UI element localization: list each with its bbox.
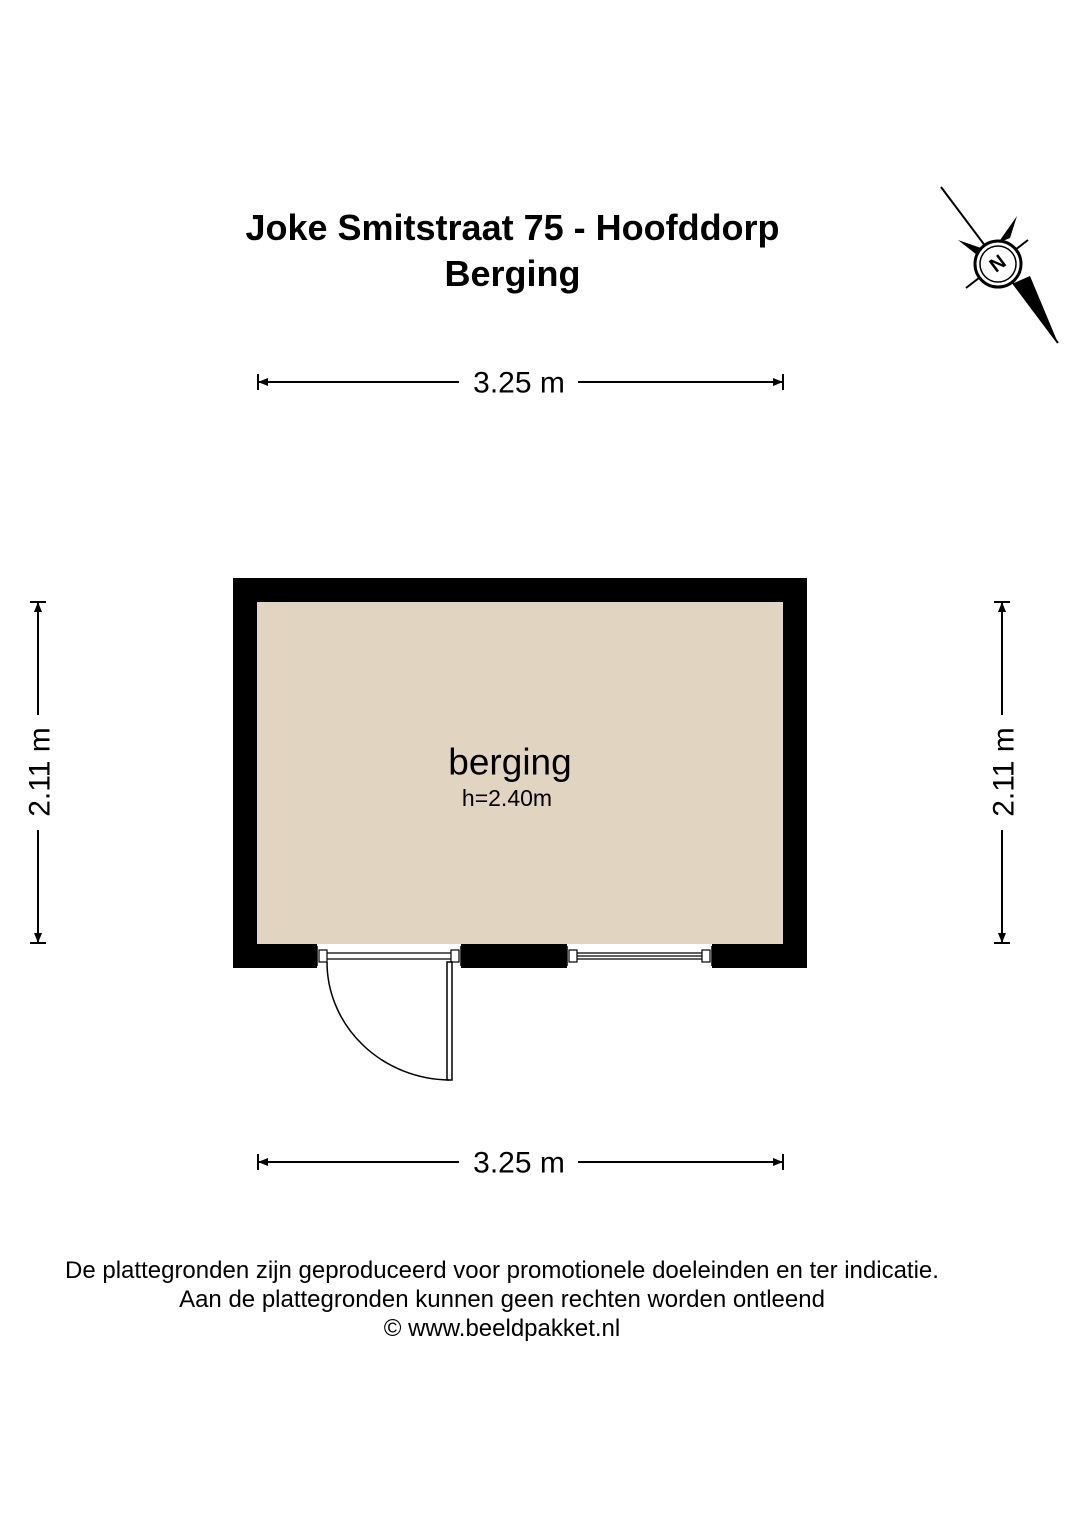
dimension-top-label: 3.25 m — [473, 366, 565, 400]
disclaimer-line-2: Aan de plattegronden kunnen geen rechten worden ontleend — [179, 1286, 825, 1313]
room-name: berging — [448, 741, 572, 783]
compass-icon — [941, 187, 1058, 343]
compass-letter: N — [985, 250, 1011, 278]
dimension-left — [24, 602, 57, 943]
page-title: Joke Smitstraat 75 - Hoofddorp — [245, 207, 780, 248]
page-subtitle: Berging — [444, 253, 581, 294]
dimension-right-label: 2.11 m — [987, 727, 1021, 817]
dimension-left-label: 2.11 m — [23, 727, 57, 817]
copyright-line: © www.beeldpakket.nl — [383, 1315, 621, 1342]
disclaimer-line-1: De plattegronden zijn geproduceerd voor promotionele doeleinden en ter indicatie. — [65, 1257, 939, 1284]
window — [567, 946, 712, 966]
door — [317, 946, 461, 1080]
dimension-bottom — [258, 1147, 783, 1180]
dimension-right — [988, 602, 1021, 943]
dimension-top — [258, 367, 783, 400]
room-height: h=2.40m — [461, 785, 553, 811]
dimension-bottom-label: 3.25 m — [473, 1146, 565, 1180]
